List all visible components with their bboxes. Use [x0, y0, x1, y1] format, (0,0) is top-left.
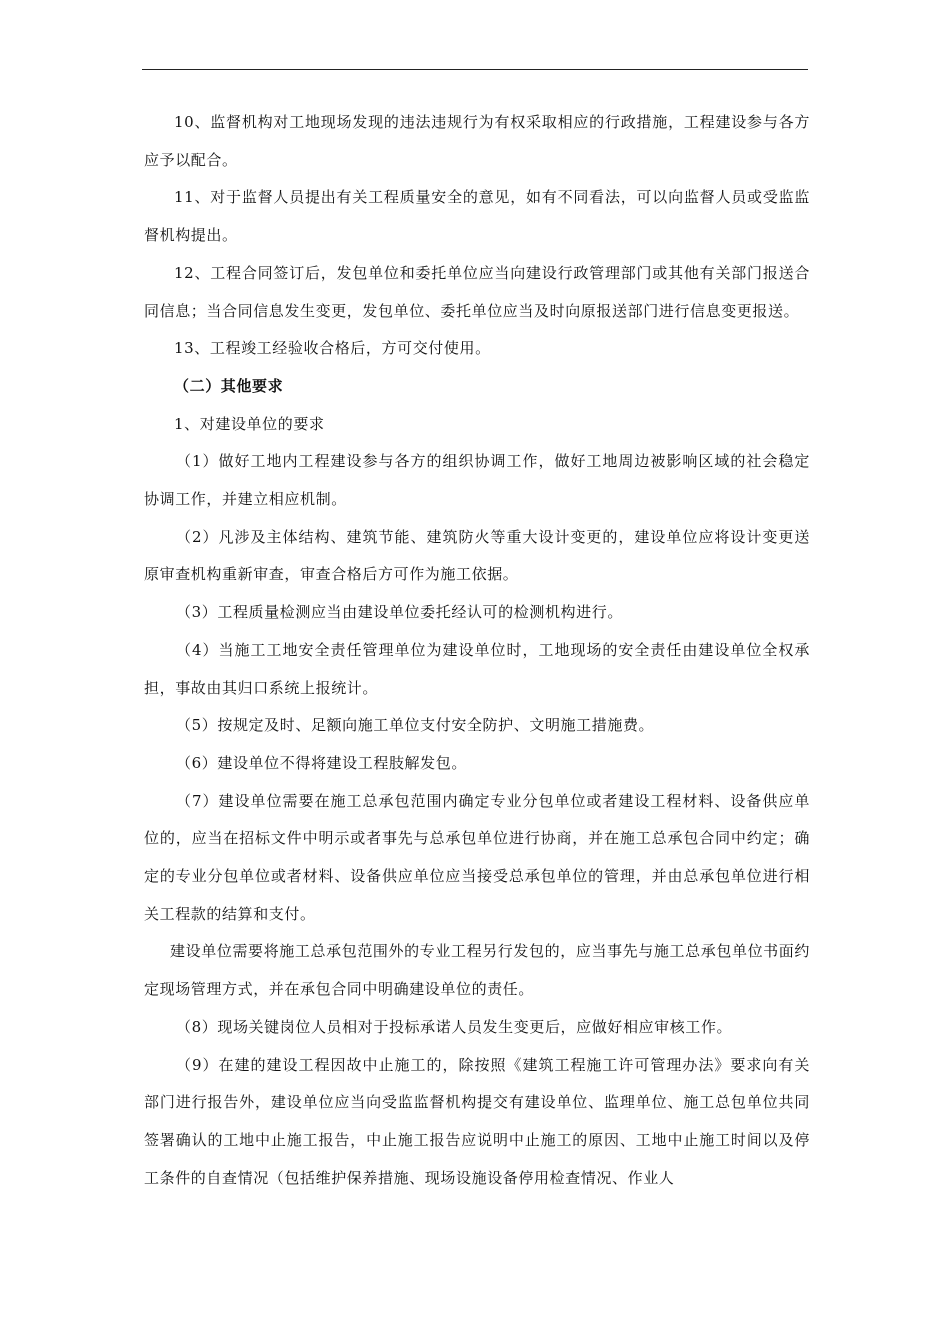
paragraph-12: 12、工程合同签订后，发包单位和委托单位应当向建设行政管理部门或其他有关部门报送合同信息；当合同信息发生变更，发包单位、委托单位应当及时向原报送部门进行信息变更报送。 [144, 263, 810, 320]
item-3: （3）工程质量检测应当由建设单位委托经认可的检测机构进行。 [176, 603, 623, 622]
item-4: （4）当施工工地安全责任管理单位为建设单位时，工地现场的安全责任由建设单位全权承担，事故由其归口系统上报统计。 [144, 640, 810, 697]
paragraph-13: 13、工程竣工经验收合格后，方可交付使用。 [174, 339, 491, 358]
item-6: （6）建设单位不得将建设工程肢解发包。 [176, 753, 467, 772]
item-2: （2）凡涉及主体结构、建筑节能、建筑防火等重大设计变更的，建设单位应将设计变更送原审查机构重新审查，审查合格后方可作为施工依据。 [144, 527, 810, 584]
document-body [144, 104, 810, 1197]
item-9: （9）在建的建设工程因故中止施工的，除按照《建筑工程施工许可管理办法》要求向有关部门进行报告外，建设单位应当向受监监督机构提交有建设单位、监理单位、施工总包单位共同签署确认的工地中止施工报告，中止施工报告应说明中止施工的原因、工地中止施工时间以及停工条件的自查情况（包括维护保养措施、现场设施设备停用检查情况、作业人 [144, 1055, 810, 1187]
subsection-title: 1、对建设单位的要求 [174, 414, 325, 433]
item-7: （7）建设单位需要在施工总承包范围内确定专业分包单位或者建设工程材料、设备供应单位的，应当在招标文件中明示或者事先与总承包单位进行协商，并在施工总承包合同中约定；确定的专业分包单位或者材料、设备供应单位应当接受总承包单位的管理，并由总承包单位进行相关工程款的结算和支付。 [144, 791, 810, 923]
item-8: （8）现场关键岗位人员相对于投标承诺人员发生变更后，应做好相应审核工作。 [176, 1017, 733, 1036]
item-1: （1）做好工地内工程建设参与各方的组织协调工作，做好工地周边被影响区域的社会稳定协调工作，并建立相应机制。 [144, 452, 810, 509]
header-rule [142, 69, 808, 70]
paragraph-11: 11、对于监督人员提出有关工程质量安全的意见，如有不同看法，可以向监督人员或受监监督机构提出。 [144, 188, 810, 245]
section-heading: （二）其他要求 [174, 376, 284, 395]
item-7-continuation: 建设单位需要将施工总承包范围外的专业工程另行发包的，应当事先与施工总承包单位书面约定现场管理方式，并在承包合同中明确建设单位的责任。 [144, 942, 810, 999]
paragraph-10: 10、监督机构对工地现场发现的违法违规行为有权采取相应的行政措施，工程建设参与各方应予以配合。 [144, 113, 810, 169]
item-5: （5）按规定及时、足额向施工单位支付安全防护、文明施工措施费。 [176, 716, 655, 735]
